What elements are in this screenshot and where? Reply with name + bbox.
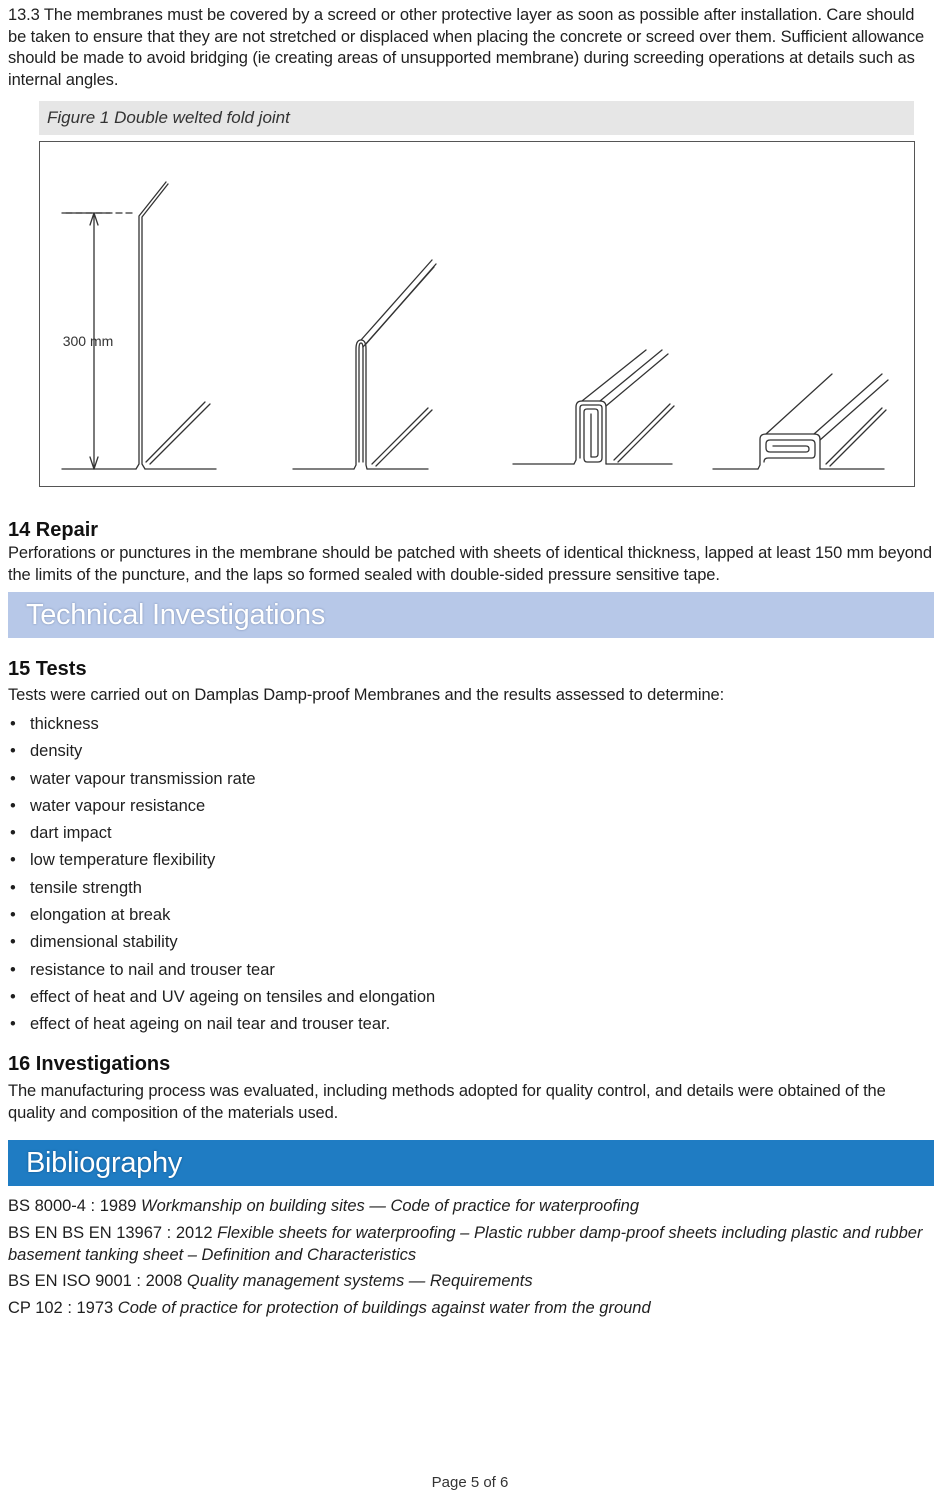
figure-caption: Figure 1 Double welted fold joint	[39, 101, 914, 135]
bullet-icon: •	[10, 878, 16, 897]
bullet-icon: •	[10, 769, 16, 788]
list-item: • dimensional stability	[8, 929, 435, 956]
bullet-icon: •	[10, 906, 16, 925]
heading-14-repair: 14 Repair	[8, 519, 99, 541]
stage-1-upstand	[62, 182, 216, 469]
heading-15-tests: 15 Tests	[8, 658, 87, 680]
fold-joint-diagram	[40, 142, 916, 488]
bullet-icon: •	[10, 824, 16, 843]
tests-intro: Tests were carried out on Damplas Damp-proof Membranes and the results assessed to determine:	[8, 686, 725, 704]
bullet-icon: •	[10, 851, 16, 870]
list-item: • dart impact	[8, 820, 435, 847]
stage-2-single-fold	[293, 260, 436, 469]
repair-paragraph: Perforations or punctures in the membrane should be patched with sheets of identical thickness, lapped at least 150 mm beyond the limits of the puncture, and the laps so formed sealed with double-sided pressure sensitive tape.	[8, 544, 932, 584]
list-item: • effect of heat and UV ageing on tensiles and elongation	[8, 984, 435, 1011]
figure-double-welted-fold-joint	[39, 141, 915, 487]
bullet-icon: •	[10, 960, 16, 979]
bullet-icon: •	[10, 987, 16, 1006]
bullet-icon: •	[10, 933, 16, 952]
list-item: • low temperature flexibility	[8, 847, 435, 874]
bibliography-entry: BS EN BS EN 13967 : 2012 Flexible sheets for waterproofing – Plastic rubber damp-proof sheets including plastic and rubber basement tanking sheet – Definition and Characteristics	[8, 1224, 923, 1264]
list-item: • thickness	[8, 711, 435, 738]
list-item: • elongation at break	[8, 902, 435, 929]
bullet-icon: •	[10, 742, 16, 761]
list-item: • resistance to nail and trouser tear	[8, 957, 435, 984]
stage-4-flattened-fold	[713, 374, 888, 469]
bibliography-entry: BS 8000-4 : 1989 Workmanship on building sites — Code of practice for waterproofing	[8, 1197, 640, 1215]
stage-3-double-fold	[513, 350, 674, 464]
section-band-technical-investigations: Technical Investigations	[8, 592, 934, 638]
list-item: • effect of heat ageing on nail tear and trouser tear.	[8, 1011, 435, 1038]
list-item: • tensile strength	[8, 875, 435, 902]
list-item: • water vapour transmission rate	[8, 766, 435, 793]
bullet-icon: •	[10, 1015, 16, 1034]
page-number: Page 5 of 6	[431, 1474, 509, 1491]
investigations-paragraph: The manufacturing process was evaluated, including methods adopted for quality control, and details were obtained of the quality and composition of the materials used.	[8, 1082, 886, 1122]
tests-list	[8, 711, 435, 1039]
section-13-3-paragraph: 13.3 The membranes must be covered by a screed or other protective layer as soon as possible after installation. Care should be taken to ensure that they are not stretched or displaced when placing the concrete or screed over them. Sufficient allowance should be made to avoid bridging (ie creating areas of unsupported membrane) during screeding operations at details such as internal angles.	[8, 6, 925, 89]
section-band-bibliography: Bibliography	[8, 1140, 934, 1186]
heading-16-investigations: 16 Investigations	[8, 1053, 171, 1075]
list-item: • density	[8, 738, 435, 765]
list-item: • water vapour resistance	[8, 793, 435, 820]
bibliography-entry: CP 102 : 1973 Code of practice for protection of buildings against water from the ground	[8, 1299, 651, 1317]
dimension-label: 300 mm	[62, 333, 114, 349]
bullet-icon: •	[10, 796, 16, 815]
bullet-icon: •	[10, 715, 16, 733]
bibliography-entry: BS EN ISO 9001 : 2008 Quality management systems — Requirements	[8, 1272, 533, 1290]
